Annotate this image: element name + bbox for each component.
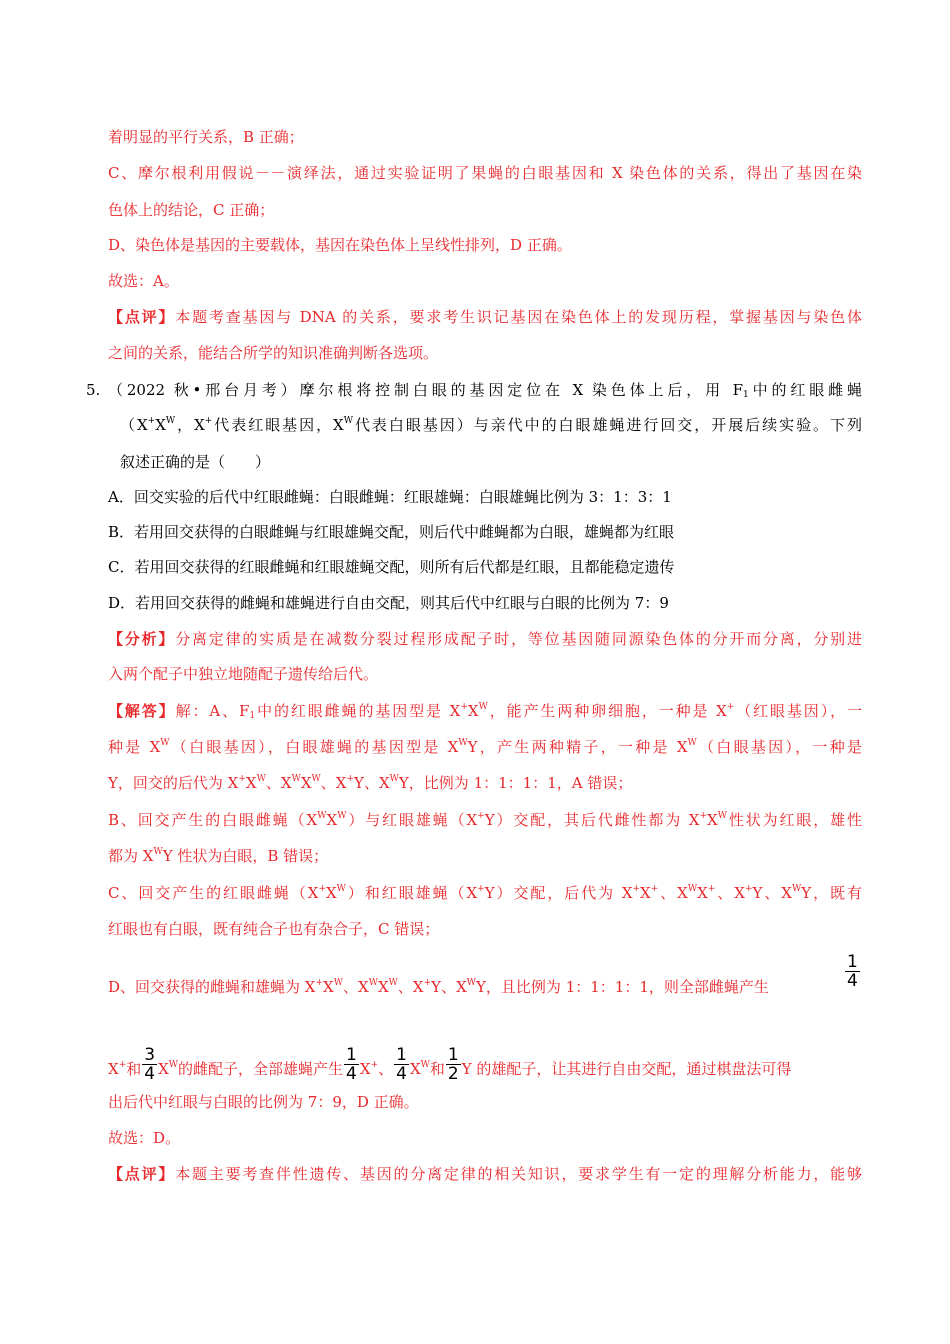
solution-line-3 [108,771,862,795]
sup-w: W [687,738,697,748]
fraction-three-quarter [142,1046,157,1083]
comma: ， [175,416,195,434]
x-symbol: X [358,978,369,996]
sup-w: W [311,774,321,784]
sup-plus: + [632,884,641,894]
solution-text: 的雌配子，全部雄蝇产生 [178,1060,344,1078]
answer4-line-4: D、染色体是基因的主要载体，基因在染色体上呈线性排列，D 正确。 [108,236,572,254]
y-symbol: Y [354,774,364,792]
sup-plus: + [346,774,355,784]
solution-text: 中的红眼雌蝇的基因型是 X [255,702,461,720]
sup-plus: + [726,702,735,712]
y-symbol: Y [431,978,442,996]
solution-text: ）和红眼雄蝇（X [345,884,478,902]
sup-plus: + [744,884,753,894]
solution-b-line-1 [108,808,862,832]
sup-w: W [388,978,398,988]
separator: 、 [762,884,782,902]
solution-text: 种是 X [108,738,161,756]
sup-plus: + [204,416,213,426]
sup-plus: + [477,811,485,821]
solution-text: Y）交配，其后代雌性都为 X [484,811,700,829]
x-symbol: X [359,1060,371,1078]
paren: （ [120,416,137,434]
fraction-quarter [344,1046,359,1083]
answer4-line-3: 色体上的结论，C 正确； [108,201,275,219]
sup-w: W [336,884,346,894]
sup-plus: + [477,884,485,894]
solution-text: （红眼基因），一 [734,702,863,720]
sup-w: W [153,847,163,857]
solution-c-line-1 [108,881,862,905]
separator: 、 [363,774,379,792]
fraction-half [446,1046,461,1083]
x-symbol: X [707,811,718,829]
fraction-numerator: 1 [847,952,858,972]
answer4-line-1: 着明显的平行关系，B 正确； [108,128,304,146]
x-symbol: X [677,884,688,902]
solution-line-2 [108,735,862,759]
solution-text: Y）交配，后代为 X [484,884,633,902]
sup-plus: + [423,978,432,988]
solution-text: D、回交获得的雌蝇和雄蝇为 X [108,978,316,996]
x-symbol: X [245,774,257,792]
question-number: 5. [86,381,101,399]
option-c: C．若用回交获得的红眼雌蝇和红眼雄蝇交配，则所有后代都是红眼，且都能稳定遗传 [108,558,675,576]
x-symbol: X [640,884,651,902]
sup-w: W [389,774,399,784]
solution-text: （白眼基因），白眼雄蝇的基因型是 X [169,738,459,756]
separator: 、 [342,978,358,996]
solution-tag: 【解答】 [108,702,176,720]
fraction-numerator: 3 [144,1045,156,1065]
fraction-numerator: 1 [396,1045,407,1065]
solution-text: Y 的雄配子，让其进行自由交配，通过棋盘法可得 [461,1060,792,1078]
fraction-denominator: 2 [447,1064,459,1084]
solution-d-line-3: 出后代中红眼与白眼的比例为 7：9，D 正确。 [108,1093,419,1111]
solution-text: （白眼基因），一种是 [696,738,862,756]
q5-stem-line-2 [120,413,862,437]
sup-plus: + [370,1060,379,1070]
sup-w: W [160,738,170,748]
fraction [845,953,860,990]
sup-plus: + [707,884,716,894]
sup-w: W [337,811,347,821]
sup-w: W [343,416,353,426]
solution-text: B、回交产生的白眼雌蝇（X [108,811,318,829]
option-a: A．回交实验的后代中红眼雌蝇：白眼雌蝇：红眼雄蝇：白眼雄蝇比例为 3：1：3：1 [108,488,672,506]
x-symbol: X [325,884,337,902]
sup-plus: + [238,774,246,784]
stem-text: （2022 秋•邢台月考）摩尔根将控制白眼的基因定位在 X 染色体上后，用 F [108,381,744,399]
option-d: D．若用回交获得的雌蝇和雄蝇进行自由交配，则其后代中红眼与白眼的比例为 7：9 [108,594,669,612]
x-symbol: X [734,884,745,902]
sup-w: W [368,978,378,988]
comment-tag: 【点评】 [108,308,176,326]
sup-w: W [165,416,176,426]
x-symbol: X [158,1060,169,1078]
analysis-line-1 [108,627,862,651]
sup-w: W [168,1060,179,1070]
fraction-denominator: 4 [346,1064,357,1084]
fraction-numerator: 1 [447,1045,459,1065]
solution-text: Y，比例为 1：1：1：1，A 错误； [398,774,633,792]
q5-stem-line-1 [108,378,862,402]
sup-w: W [791,884,802,894]
option-b: B．若用回交获得的白眼雌蝇与红眼雄蝇交配，则后代中雌蝇都为白眼，雄蝇都为红眼 [108,523,675,541]
sup-plus: + [118,1060,127,1070]
x-symbol: X [323,978,334,996]
x-symbol: X [194,416,205,434]
x-symbol: X [412,978,424,996]
sup-plus: + [650,884,659,894]
solution-line-1 [108,699,862,723]
separator: 、 [658,884,678,902]
sup-w: W [420,1060,430,1070]
sup-w: W [256,774,266,784]
separator: 、 [441,978,457,996]
stem-text: 代表白眼基因）与亲代中的白眼雄蝇进行回交，开展后续实验。下列 [353,416,862,434]
comment-text: 本题主要考查伴性遗传、基因的分离定律的相关知识，要求学生有一定的理解分析能力，能够 [175,1165,862,1183]
x-symbol: X [378,774,390,792]
x-symbol: X [326,811,338,829]
y-symbol: Y [752,884,763,902]
answer4-comment-line-2: 之间的关系，能结合所学的知识准确判断各选项。 [108,344,439,362]
x-symbol: X [781,884,792,902]
sup-w: W [466,978,477,988]
fraction-denominator: 4 [396,1064,407,1084]
fraction-quarter [844,953,868,990]
sup-plus: + [460,702,468,712]
sup-w: W [291,774,301,784]
solution-text: Y 性状为白眼，B 错误； [162,847,329,865]
sup-w: W [333,978,343,988]
solution-d-line-2 [108,1046,862,1083]
stem-text: 中的红眼雌蝇 [748,381,862,399]
solution-text: 和 [126,1060,142,1078]
solution-text: 都为 X [108,847,154,865]
comment-tag: 【点评】 [108,1165,176,1183]
sup-w: W [317,811,327,821]
sup-plus: + [315,978,324,988]
sup-w: W [687,884,698,894]
separator: 、 [320,774,336,792]
x-symbol: X [108,1060,119,1078]
fraction-denominator: 4 [847,971,858,991]
x-symbol: X [409,1060,421,1078]
q5-stem-line-3: 叙述正确的是（ ） [120,453,271,471]
sup-w: W [458,738,468,748]
x-symbol: X [335,774,347,792]
fraction-denominator: 4 [144,1064,156,1084]
solution-c-line-2: 红眼也有白眼，既有纯合子也有杂合子，C 错误； [108,920,440,938]
x-symbol: X [377,978,389,996]
fraction-quarter [394,1046,409,1083]
separator: 、 [378,1060,394,1078]
solution-text: C、回交产生的红眼雌蝇（X [108,884,319,902]
separator: 、 [397,978,413,996]
separator: 、 [265,774,281,792]
x-symbol: X [155,416,166,434]
analysis-tag: 【分析】 [108,630,176,648]
x-symbol: X [280,774,292,792]
comment-text: 本题考查基因与 DNA 的关系，要求考生识记基因在染色体上的发现历程，掌握基因与染色体 [175,308,862,326]
x-symbol: X [136,416,148,434]
sup-plus: + [318,884,326,894]
solution-text: ，能产生两种卵细胞，一种是 X [487,702,727,720]
solution-text: 解：A、F [175,702,250,720]
solution-b-line-2 [108,844,862,868]
subscript: 1 [249,711,256,721]
sup-plus: + [147,416,156,426]
analysis-line-2: 入两个配子中独立地随配子遗传给后代。 [108,665,379,683]
answer4-line-2: C、摩尔根利用假说－－演绎法，通过实验证明了果蝇的白眼基因和 X 染色体的关系，得出了基因在染 [108,164,862,182]
x-symbol: X [300,774,312,792]
answer4-choice: 故选：A。 [108,272,179,290]
analysis-text: 分离定律的实质是在减数分裂过程形成配子时，等位基因随同源染色体的分开而分离，分别进 [175,630,862,648]
fraction-numerator: 1 [346,1045,357,1065]
stem-text: 代表红眼基因，X [212,416,344,434]
x-symbol: X [456,978,467,996]
solution-text: Y，既有 [801,884,862,902]
solution-text: Y，产生两种精子，一种是 X [467,738,688,756]
solution-text: Y，且比例为 1：1：1：1，则全部雌蝇产生 [476,978,769,996]
answer4-comment-line-1 [108,305,862,329]
solution-text: 和 [429,1060,445,1078]
subscript: 1 [743,390,749,400]
x-symbol: X [697,884,708,902]
sup-plus: + [699,811,708,821]
solution-text: ）与红眼雄蝇（X [346,811,478,829]
q5-choice: 故选：D。 [108,1129,181,1147]
solution-text: 性状为红眼，雄性 [726,811,862,829]
q5-comment-line-1 [108,1162,862,1186]
solution-d-line-1 [108,975,862,999]
separator: 、 [715,884,735,902]
x-symbol: X [467,702,479,720]
sup-w: W [478,702,488,712]
sup-w: W [717,811,727,821]
solution-text: Y，回交的后代为 X [108,774,239,792]
